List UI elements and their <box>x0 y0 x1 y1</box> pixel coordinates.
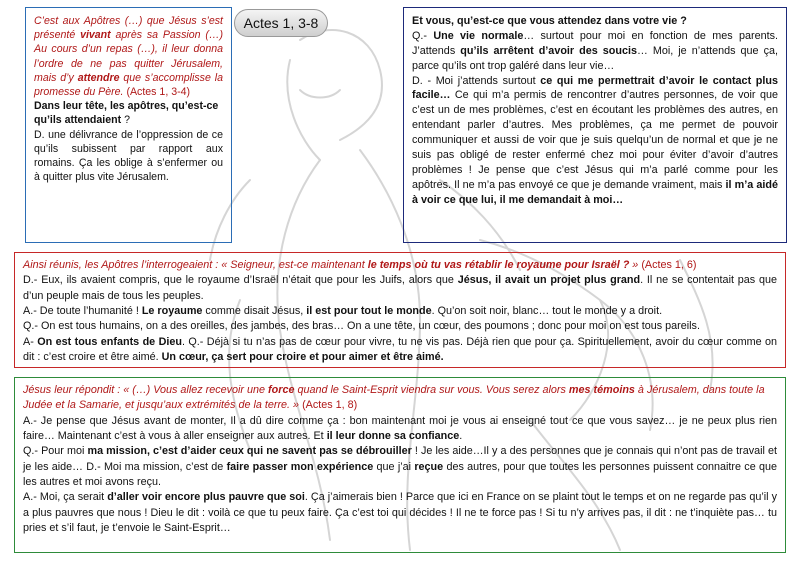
response-q <box>412 29 778 74</box>
section-heading: Et vous, qu’est-ce que vous attendez dans votre vie ? <box>412 15 687 27</box>
quote-reference: (Actes 1, 3-4) <box>123 85 191 98</box>
response-line <box>23 414 777 445</box>
emphasis: il m’a aidé à voir ce que lui, il me demandait à moi… <box>412 178 778 206</box>
text: Ce qui m’a permis de rencontrer d’autres personnes, de voir que c’est un de mes problèmes, c’est en écoutant les problèmes des autres, en entendant parler d’autres. Mes problèmes, ça me permet de pouvoir communiquer et aussi de voir que je suis quelqu’un de normal et que je ne suis pas obligé de rester enfermé chez moi pour éviter d’avoir d’autres problèmes ! Je pense que c’est Jésus qui m’a parlé comme pour les apôtres. Il ne m’a pas envoyé ce que je demande vraiment, mais <box>412 89 778 191</box>
text: . Qu’on soit noir, blanc… tout le monde y a droit. <box>431 304 663 317</box>
text: A- <box>23 335 38 348</box>
response-line <box>23 273 777 304</box>
text: D.- Eux, ils avaient compris, que le royaume d’Israël n’était que pour les Juifs, alors que <box>23 274 458 287</box>
text: . Il ne se contentait pas que d’un peuple mais de tous les peuples. <box>23 274 777 302</box>
quote-text: que s’accomplisse la promesse du Père. <box>34 71 224 98</box>
response-line <box>23 490 777 536</box>
box-kingdom-question <box>14 252 786 368</box>
text: . <box>459 429 463 442</box>
emphasis: Jésus, il avait un projet plus grand <box>457 274 641 287</box>
text: comme disait Jésus, <box>202 304 307 317</box>
quote-text: quand le Saint-Esprit viendra sur vous. Vous serez alors <box>294 384 569 396</box>
quote-emphasis: mes témoins <box>568 384 635 396</box>
answer-paragraph: D. une délivrance de l’oppression de ce qu’ils subissent par rapport aux romains. Ça les oblige à s’enfermer ou à quitter plus vite Jérusalem. <box>34 128 223 184</box>
text: D. - Moi j’attends surtout <box>412 74 541 87</box>
scripture-quote-3 <box>23 383 777 414</box>
passage-title: Actes 1, 3-8 <box>243 15 319 31</box>
emphasis: il leur donne sa confiance <box>326 429 460 442</box>
response-line <box>23 444 777 490</box>
text: A.- De toute l’humanité ! <box>23 304 142 317</box>
quote-emphasis: le temps où tu vas rétablir le royaume pour Israël ? <box>367 259 630 271</box>
quote-text: » <box>290 399 300 412</box>
scripture-quote-1 <box>34 14 223 99</box>
question-text: Dans leur tête, les apôtres, qu’est-ce qu’ils attendaient <box>34 100 219 127</box>
question-mark: ? <box>121 114 130 127</box>
box-apostles-context <box>25 7 232 243</box>
emphasis: faire passer mon expérience <box>226 460 374 473</box>
box-personal-expectations <box>403 7 787 243</box>
emphasis: Une vie normale <box>433 29 524 42</box>
question-heading <box>34 99 223 127</box>
quote-text: Ainsi réunis, les Apôtres l’interrogeaient : « Seigneur, est-ce maintenant <box>23 259 368 271</box>
quote-text: Jésus leur répondit : « (…) Vous allez recevoir une <box>23 384 269 396</box>
text: . Ça j’aimerais bien ! Parce que ici en France on se plaint tout le temps et on ne regarde pas qu’il y a plus pauvres que nous ! Dieu le dit : voilà ce que tu peux faire. Ça c’est toi qui décides ! Il ne te force pas ! Si tu n’y arrives pas, il dit : ne t’inquiète pas… tu pries et s’il faut, je t’envoie le Saint-Esprit… <box>23 491 777 534</box>
text: des autres, pour que toutes les personnes puissent connaitre ce que les autres et moi avons reçu. <box>23 460 778 488</box>
quote-reference: (Actes 1, 6) <box>638 259 697 271</box>
text: que j’ai <box>373 460 415 473</box>
text: A.- Moi, ça serait <box>23 491 108 504</box>
text: . Q.- Déjà si tu n’as pas de cœur pour vivre, tu ne vis pas. Déjà rien que pour ça. Spirituellement, avoir du cœur comme on dit : c’est croire et être aimé. <box>23 335 778 363</box>
response-line: Q.- On est tous humains, on a des oreilles, des jambes, des bras… On a une tête, un cœur, des poumons ; donc pour moi on est tous pareils. <box>23 320 700 333</box>
speaker: Q.- <box>412 29 434 42</box>
text: Q.- Pour moi <box>23 445 88 458</box>
response-d <box>412 74 778 208</box>
text: … Moi, je n’attends que ça, parce qu’ils ont trop galéré dans leur vie… <box>412 44 778 72</box>
quote-reference: (Actes 1, 8) <box>299 399 358 412</box>
quote-text: » <box>629 259 639 271</box>
scripture-quote-2 <box>23 258 777 273</box>
box-witness-mission <box>14 377 786 553</box>
emphasis: d’aller voir encore plus pauvre que soi <box>107 491 305 504</box>
quote-text: après sa Passion (…) Au cours d’un repas (…), il leur donna l’ordre de ne pas quitter Jérusalem, mais d’y <box>34 29 223 84</box>
quote-emphasis: force <box>268 384 295 396</box>
response-line <box>23 304 777 319</box>
passage-title-badge <box>234 9 328 37</box>
emphasis: Un cœur, ça sert pour croire et pour aimer et être aimé. <box>161 350 444 363</box>
text: A.- Je pense que Jésus avant de monter, Il a dû dire comme ça : bon maintenant moi je vous ai enseigné tout ce que vous savez… je ne peux plus rien faire… Maintenant c’est à vous à aller enseigner aux autres. Et <box>23 414 777 442</box>
quote-emphasis: vivant <box>80 29 111 42</box>
quote-text: C’est aux Apôtres (…) que Jésus s’est présenté <box>34 15 223 42</box>
emphasis: il est pour tout le monde <box>306 304 432 317</box>
emphasis: reçue <box>414 460 444 473</box>
emphasis: qu’ils arrêtent d’avoir des soucis <box>460 44 637 57</box>
emphasis: ma mission, c’est d’aider ceux qui ne savent pas se débrouiller <box>87 445 412 458</box>
text: ! Je les aide…Il y a des personnes que je connais qui n’ont pas de travail et je les aide… D.- Moi ma mission, c’est de <box>23 445 777 473</box>
text: … surtout pour moi en fonction de mes parents. J’attends <box>412 29 778 57</box>
quote-text: à Jérusalem, dans toute la Judée et la Samarie, et jusqu’aux extrémités de la terre. <box>23 384 765 412</box>
quote-emphasis: attendre <box>77 71 120 84</box>
emphasis: Le royaume <box>141 304 203 317</box>
response-line <box>23 335 777 366</box>
emphasis: ce qui me permettrait d’avoir le contact plus facile… <box>412 74 779 102</box>
emphasis: On est tous enfants de Dieu <box>37 335 182 348</box>
